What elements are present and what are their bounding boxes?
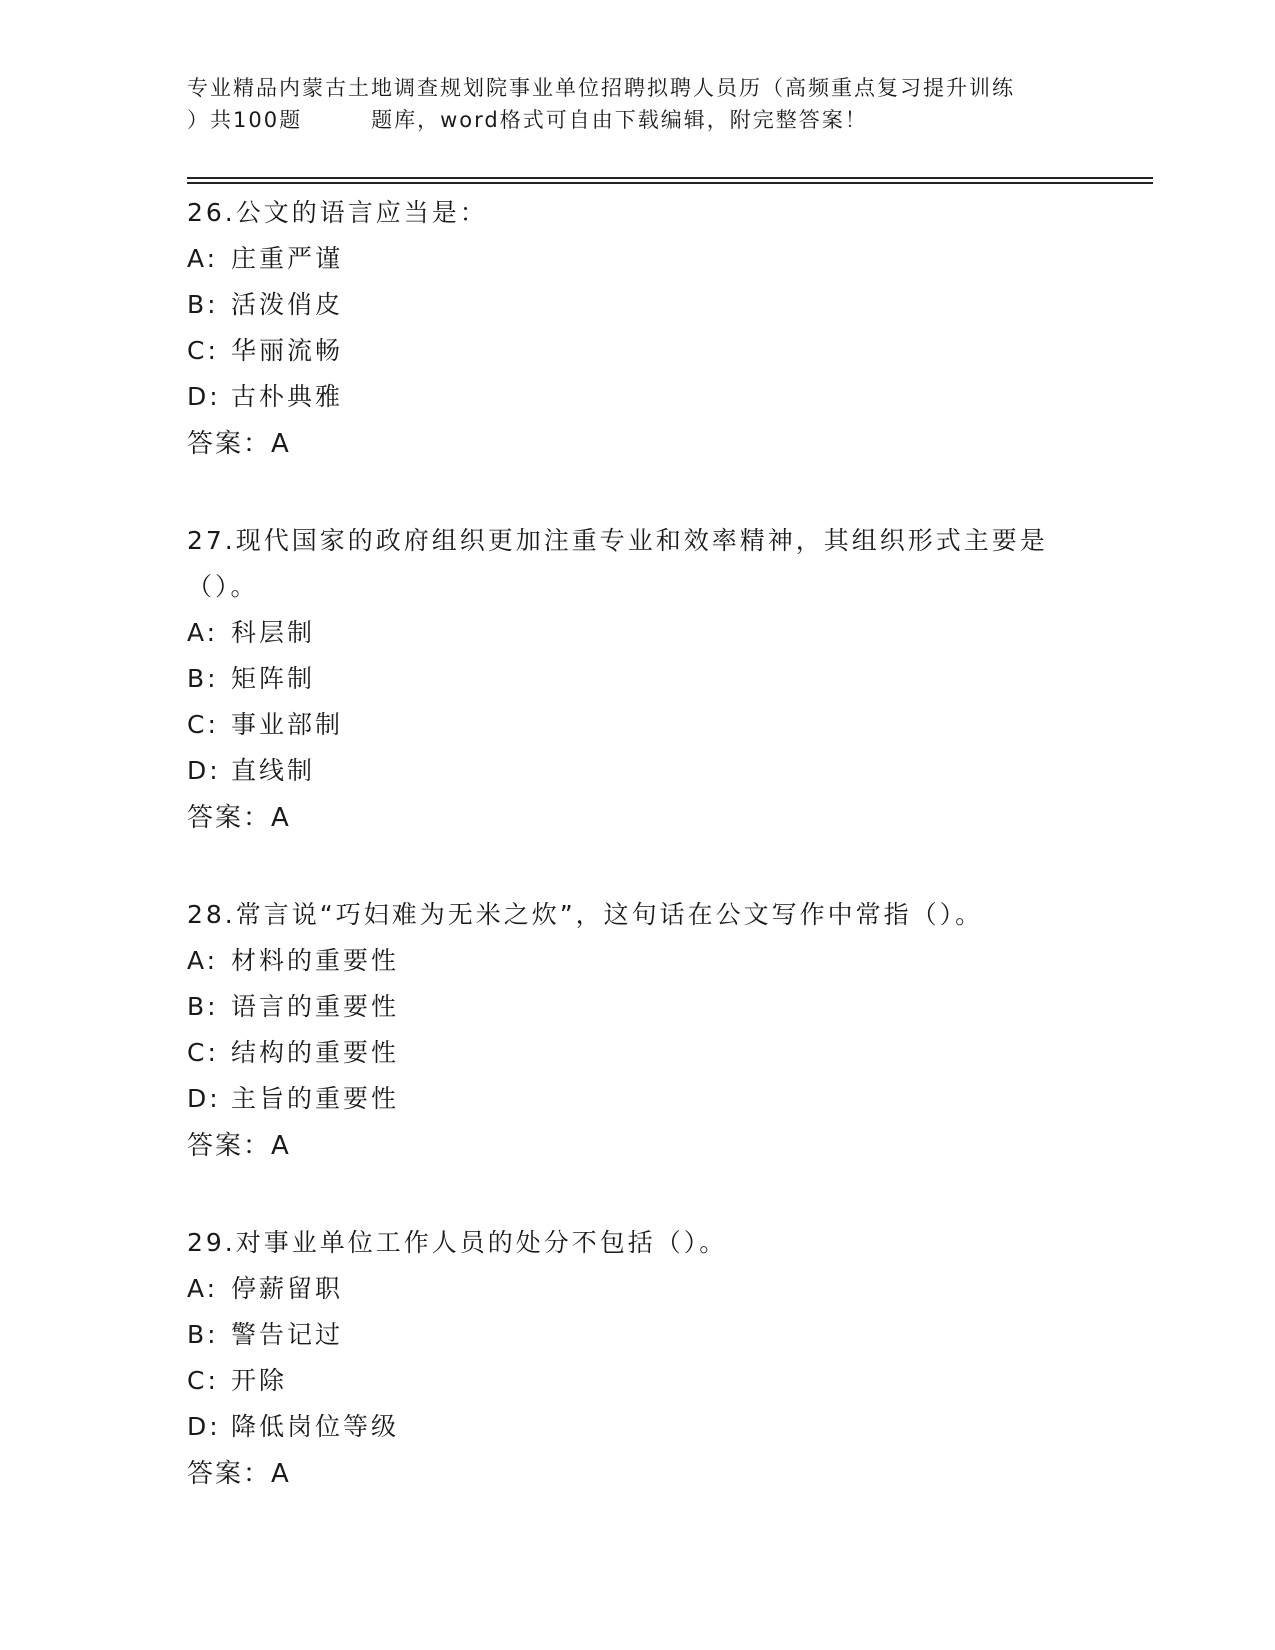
header-divider-top [187, 177, 1153, 179]
question-stem [187, 518, 1087, 610]
option-label: C: [187, 1038, 219, 1067]
question-list [187, 190, 1087, 1548]
option-label: D: [187, 756, 221, 785]
question-stem-text: 29.对事业单位工作人员的处分不包括（）。 [187, 1228, 728, 1257]
option-label: A: [187, 244, 219, 273]
option-a [187, 236, 1087, 282]
option-text: 停薪留职 [231, 1274, 344, 1303]
question-stem [187, 1220, 1087, 1266]
option-text: 华丽流畅 [231, 336, 344, 365]
option-label: D: [187, 1412, 221, 1441]
question-28 [187, 892, 1087, 1170]
option-d [187, 748, 1087, 794]
option-label: C: [187, 336, 219, 365]
question-27 [187, 518, 1087, 842]
option-label: B: [187, 1320, 219, 1349]
option-label: C: [187, 1366, 219, 1395]
answer-line: 答案：A [187, 1459, 291, 1489]
option-a [187, 938, 1087, 984]
option-a [187, 1266, 1087, 1312]
header-divider-bottom [187, 182, 1153, 184]
option-text: 科层制 [231, 618, 316, 647]
option-c [187, 328, 1087, 374]
option-label: D: [187, 1084, 221, 1113]
question-stem-text: 27.现代国家的政府组织更加注重专业和效率精神，其组织形式主要是 [187, 526, 1048, 555]
option-d [187, 1404, 1087, 1450]
option-text: 结构的重要性 [231, 1038, 400, 1067]
option-label: A: [187, 1274, 219, 1303]
option-text: 警告记过 [231, 1320, 344, 1349]
answer-line: 答案：A [187, 429, 291, 459]
option-label: C: [187, 710, 219, 739]
option-text: 矩阵制 [231, 664, 316, 693]
option-c [187, 1358, 1087, 1404]
option-text: 降低岗位等级 [231, 1412, 400, 1441]
option-text: 开除 [231, 1366, 288, 1395]
option-text: 语言的重要性 [231, 992, 400, 1021]
option-text: 古朴典雅 [231, 382, 344, 411]
option-b [187, 282, 1087, 328]
option-label: A: [187, 618, 219, 647]
option-label: D: [187, 382, 221, 411]
option-text: 直线制 [231, 756, 316, 785]
header-line-1: 专业精品内蒙古土地调查规划院事业单位招聘拟聘人员历（高频重点复习提升训练 [187, 76, 1015, 100]
question-stem [187, 190, 1087, 236]
option-b [187, 656, 1087, 702]
option-text: 主旨的重要性 [231, 1084, 400, 1113]
document-header [187, 72, 1087, 136]
option-label: B: [187, 290, 219, 319]
option-a [187, 610, 1087, 656]
header-line-2: ）共100题 题库，word格式可自由下载编辑，附完整答案！ [187, 108, 868, 132]
option-label: B: [187, 664, 219, 693]
option-c [187, 702, 1087, 748]
option-text: 活泼俏皮 [231, 290, 344, 319]
answer-line: 答案：A [187, 803, 291, 833]
option-text: 事业部制 [231, 710, 344, 739]
option-b [187, 1312, 1087, 1358]
question-stem-text: 28.常言说“巧妇难为无米之炊”，这句话在公文写作中常指（）。 [187, 900, 984, 929]
question-stem [187, 892, 1087, 938]
question-stem-text: 26.公文的语言应当是： [187, 198, 488, 227]
answer-line: 答案：A [187, 1131, 291, 1161]
option-d [187, 374, 1087, 420]
question-stem-continuation: （）。 [187, 572, 259, 601]
question-29 [187, 1220, 1087, 1498]
option-label: A: [187, 946, 219, 975]
option-b [187, 984, 1087, 1030]
question-26 [187, 190, 1087, 468]
option-c [187, 1030, 1087, 1076]
option-text: 庄重严谨 [231, 244, 344, 273]
option-text: 材料的重要性 [231, 946, 400, 975]
option-label: B: [187, 992, 219, 1021]
option-d [187, 1076, 1087, 1122]
